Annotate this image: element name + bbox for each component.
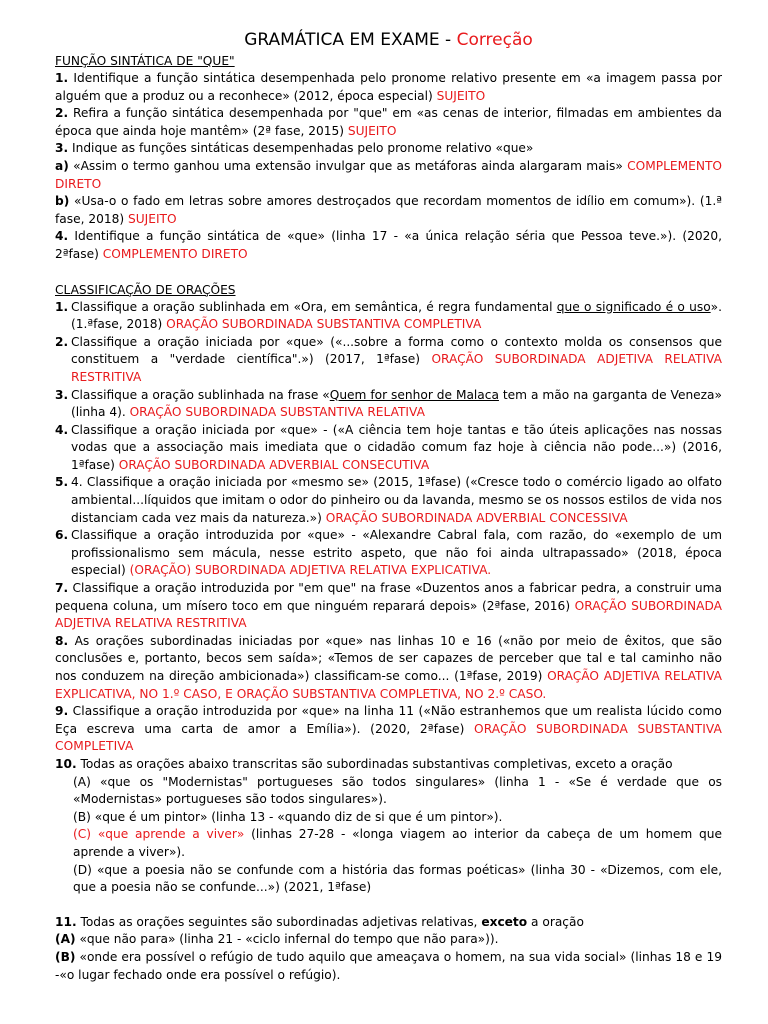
s2-item-4: 4. Classifique a oração iniciada por «que» - («A ciência tem hoje tantas e tão úteis aplicações nas nossas vodas que a associação mais imediata que o cidadão comum faz hoje à ciência não pode...») (2016, 1ªfase) ORAÇÃO SUBORDINADA ADVERBIAL CONSECUTIVA <box>55 422 722 472</box>
page-title <box>55 30 722 50</box>
section-heading-funcao: FUNÇÃO SINTÁTICA DE "QUE" <box>55 54 235 68</box>
spacer <box>55 264 722 281</box>
s2-item-1: 1. Classifique a oração sublinhada em «Ora, em semântica, é regra fundamental que o significado é o uso». (1.ªfase, 2018) ORAÇÃO SUBORDINADA SUBSTANTIVA COMPLETIVA <box>55 299 722 332</box>
document-page <box>55 30 722 984</box>
answer: COMPLEMENTO DIRETO <box>55 158 722 191</box>
answer: ORAÇÃO SUBORDINADA ADJETIVA RELATIVA RESTRITIVA <box>55 598 722 631</box>
s2-item-9: 9. Classifique a oração introduzida por «que» na linha 11 («Não estranhemos que um realista lúcido como Eça escreva uma carta de amor a Emília»). (2020, 2ªfase) ORAÇÃO SUBORDINADA SUBSTANTIVA COMPLETIVA <box>55 704 722 754</box>
s1-item-3: 3. Indique as funções sintáticas desempenhadas pelo pronome relativo «que» <box>55 141 534 156</box>
s1-item-3b: b) «Usa-o o fado em letras sobre amores destroçados que recordam momentos de idílio em comum»). (1.ª fase, 2018) SUJEITO <box>55 194 722 226</box>
s2-item-11-option-a: (A) «que não para» (linha 21 - «ciclo infernal do tempo que não para»)). <box>55 932 499 947</box>
answer: (ORAÇÃO) SUBORDINADA ADJETIVA RELATIVA EXPLICATIVA. <box>129 563 492 578</box>
spacer <box>55 897 722 914</box>
answer: ORAÇÃO SUBORDINADA ADVERBIAL CONSECUTIVA <box>118 457 430 472</box>
answer: ORAÇÃO SUBORDINADA ADJETIVA RELATIVA RESTRITIVA <box>71 352 722 384</box>
title-accent: Correção <box>456 30 533 50</box>
s2-item-8: 8. As orações subordinadas iniciadas por «que» nas linhas 10 e 16 («não por meio de êxitos, que são conclusões e, portanto, becos sem saída»; «Temos de ser capazes de perceber que tal e tal caminho não nos conduzem na direção ambicionada») classificam-se como... (1ªfase, 2019) ORAÇÃO ADJETIVA RELATIVA EXPLICATIVA, NO 1.º CASO, E ORAÇÃO SUBSTANTIVA COMPLETIVA, NO 2.º CASO. <box>55 633 722 701</box>
s2-item-10: 10. Todas as orações abaixo transcritas são subordinadas substantivas completivas, exceto a oração <box>55 756 673 771</box>
s2-item-11-option-b: (B) «onde era possível o refúgio de tudo aquilo que ameaçava o homem, na sua vida social» (linhas 18 e 19 -«o lugar fechado onde era possível o refúgio). <box>55 949 722 982</box>
s2-item-10-option-d: (D) «que a poesia não se confunde com a história das formas poéticas» (linha 30 - «Dizemos, com ele, que a poesia não se confunde...») (2021, 1ªfase) <box>73 862 722 895</box>
s1-item-2: 2. Refira a função sintática desempenhada por "que" em «as cenas de interior, filmadas em ambientes da época que ainda hoje mantêm» (2ª fase, 2015) SUJEITO <box>55 106 722 138</box>
s2-item-11: 11. Todas as orações seguintes são subordinadas adjetivas relativas, exceto a oração <box>55 914 584 929</box>
s2-item-10-option-b: (B) «que é um pintor» (linha 13 - «quando diz de si que é um pintor»). <box>73 809 503 824</box>
s2-item-5: 5. 4. Classifique a oração iniciada por «mesmo se» (2015, 1ªfase) («Cresce todo o comércio ligado ao olfato ambiental...líquidos que imitam o odor do pinheiro ou da lavanda, mesmo se os nossos estilos de vida nos distanciam cada vez mais da natureza.») ORAÇÃO SUBORDINADA ADVERBIAL CONCESSIVA <box>55 475 722 525</box>
answer: SUJEITO <box>347 123 397 138</box>
answer: SUJEITO <box>436 88 486 103</box>
s1-item-1: 1. Identifique a função sintática desempenhada pelo pronome relativo presente em «a imagem passa por alguém que a produz ou a reconhece» (2012, época especial) SUJEITO <box>55 71 722 103</box>
answer: ORAÇÃO SUBORDINADA ADVERBIAL CONCESSIVA <box>325 510 628 525</box>
s2-item-7: 7. Classifique a oração introduzida por "em que" na frase «Duzentos anos a fabricar pedra, a construir uma pequena coluna, um mísero toco em que ninguém reparará depois» (2ªfase, 2016) ORAÇÃO SUBORDINADA ADJETIVA RELATIVA RESTRITIVA <box>55 581 722 631</box>
s2-item-10-option-c: (C) «que aprende a viver» (linhas 27-28 - «longa viagem ao interior da cabeça de um homem que aprende a viver»). <box>73 827 722 859</box>
answer: ORAÇÃO SUBORDINADA SUBSTANTIVA COMPLETIVA <box>166 317 482 332</box>
answer: (C) «que aprende a viver» <box>73 827 245 842</box>
answer: SUJEITO <box>128 211 177 226</box>
section-heading-classificacao: CLASSIFICAÇÃO DE ORAÇÕES <box>55 282 236 297</box>
answer: COMPLEMENTO DIRETO <box>102 246 248 261</box>
answer: ORAÇÃO ADJETIVA RELATIVA EXPLICATIVA, NO 1.º CASO, E ORAÇÃO SUBSTANTIVA COMPLETIVA, NO 2.º CASO. <box>55 669 722 701</box>
s1-item-3a: a) «Assim o termo ganhou uma extensão invulgar que as metáforas ainda alargaram mais» COMPLEMENTO DIRETO <box>55 158 722 191</box>
answer: ORAÇÃO SUBORDINADA SUBSTANTIVA COMPLETIVA <box>55 721 722 754</box>
s2-item-10-option-a: (A) «que os "Modernistas" portugueses são todos singulares» (linha 1 - «Se é verdade que os «Modernistas» portugueses são todos singulares»). <box>73 774 722 807</box>
s2-item-2: 2. Classifique a oração iniciada por «que» («...sobre a forma como o contexto molda os consensos que constituem a "verdade científica".») (2017, 1ªfase) ORAÇÃO SUBORDINADA ADJETIVA RELATIVA RESTRITIVA <box>55 334 722 384</box>
s1-item-4: 4. Identifique a função sintática de «que» (linha 17 - «a única relação séria que Pessoa teve.»). (2020, 2ªfase) COMPLEMENTO DIRETO <box>55 229 722 261</box>
answer: ORAÇÃO SUBORDINADA SUBSTANTIVA RELATIVA <box>129 405 425 420</box>
title-main: GRAMÁTICA EM EXAME - <box>244 30 457 50</box>
s2-item-3: 3. Classifique a oração sublinhada na frase «Quem for senhor de Malaca tem a mão na garganta de Veneza» (linha 4). ORAÇÃO SUBORDINADA SUBSTANTIVA RELATIVA <box>55 387 722 420</box>
s2-item-6: 6. Classifique a oração introduzida por «que» - «Alexandre Cabral fala, com razão, do «exemplo de um profissionalismo sem mácula, nesse estrito aspeto, que não foi ainda ultrapassado» (2018, época especial) (ORAÇÃO) SUBORDINADA ADJETIVA RELATIVA EXPLICATIVA. <box>55 528 722 578</box>
